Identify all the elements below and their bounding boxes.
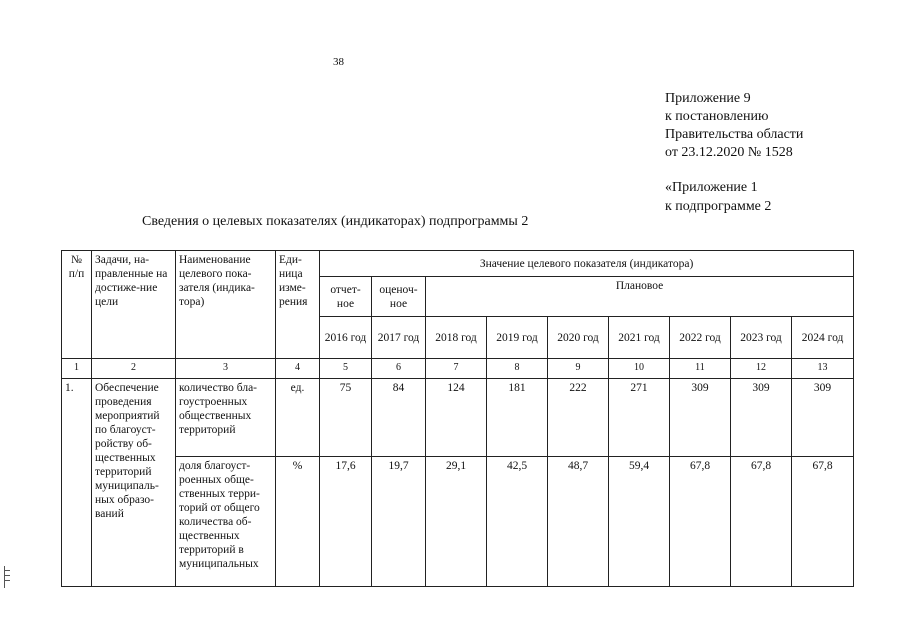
indicators-table	[61, 250, 854, 587]
column-number: 10	[609, 359, 670, 379]
value-cell: 29,1	[426, 457, 487, 587]
header-year: 2019 год	[487, 317, 548, 359]
header-year: 2017 год	[372, 317, 426, 359]
value-cell: 19,7	[372, 457, 426, 587]
column-number: 3	[176, 359, 276, 379]
header-year: 2024 год	[792, 317, 854, 359]
unit-cell: %	[276, 457, 320, 587]
value-cell: 67,8	[792, 457, 854, 587]
value-cell: 309	[731, 379, 792, 457]
page-number: 38	[333, 56, 344, 68]
column-number: 6	[372, 359, 426, 379]
document-title: Сведения о целевых показателях (индикаторах) подпрограммы 2	[142, 214, 529, 229]
column-number: 11	[670, 359, 731, 379]
header-year: 2021 год	[609, 317, 670, 359]
row-number: 1.	[62, 379, 92, 587]
value-cell: 271	[609, 379, 670, 457]
appendix-inner-line: к подпрограмме 2	[665, 199, 772, 214]
header-reported: отчет-ное	[320, 277, 372, 317]
value-cell: 75	[320, 379, 372, 457]
appendix-line: Правительства области	[665, 127, 804, 142]
header-year: 2023 год	[731, 317, 792, 359]
column-number: 13	[792, 359, 854, 379]
margin-scan-mark	[4, 566, 11, 588]
column-number: 1	[62, 359, 92, 379]
value-cell: 84	[372, 379, 426, 457]
header-num: № п/п	[62, 251, 92, 359]
value-cell: 309	[792, 379, 854, 457]
value-cell: 124	[426, 379, 487, 457]
appendix-line: Приложение 9	[665, 91, 751, 106]
header-task: Задачи, на-правленные на достиже-ние цели	[92, 251, 176, 359]
value-cell: 309	[670, 379, 731, 457]
value-cell: 222	[548, 379, 609, 457]
value-cell: 67,8	[731, 457, 792, 587]
header-planned: Плановое	[426, 277, 854, 317]
value-cell: 48,7	[548, 457, 609, 587]
unit-cell: ед.	[276, 379, 320, 457]
value-cell: 17,6	[320, 457, 372, 587]
appendix-inner-line: «Приложение 1	[665, 180, 758, 195]
appendix-block	[665, 90, 803, 162]
column-number: 9	[548, 359, 609, 379]
value-cell: 42,5	[487, 457, 548, 587]
column-number: 12	[731, 359, 792, 379]
task-cell: Обеспечение проведения мероприятий по благоуст-ройству об-щественных территорий муниципаль-ных образо-ваний	[92, 379, 176, 587]
column-number: 8	[487, 359, 548, 379]
column-number: 4	[276, 359, 320, 379]
header-year: 2018 год	[426, 317, 487, 359]
appendix-line: от 23.12.2020 № 1528	[665, 145, 793, 160]
value-cell: 67,8	[670, 457, 731, 587]
header-value-group: Значение целевого показателя (индикатора)	[320, 251, 854, 277]
header-estimated: оценоч-ное	[372, 277, 426, 317]
appendix-line: к постановлению	[665, 109, 769, 124]
value-cell: 181	[487, 379, 548, 457]
indicator-cell: количество бла-гоустроенных общественных территорий	[176, 379, 276, 457]
indicator-cell: доля благоуст-роенных обще-ственных терри-торий от общего количества об-щественных территорий в муниципальных	[176, 457, 276, 587]
header-year: 2016 год	[320, 317, 372, 359]
header-indicator: Наименование целевого пока-зателя (индика-тора)	[176, 251, 276, 359]
appendix-inner-block	[665, 178, 771, 216]
column-number: 2	[92, 359, 176, 379]
column-number: 5	[320, 359, 372, 379]
column-number: 7	[426, 359, 487, 379]
header-year: 2020 год	[548, 317, 609, 359]
header-year: 2022 год	[670, 317, 731, 359]
value-cell: 59,4	[609, 457, 670, 587]
header-unit: Еди-ница изме-рения	[276, 251, 320, 359]
